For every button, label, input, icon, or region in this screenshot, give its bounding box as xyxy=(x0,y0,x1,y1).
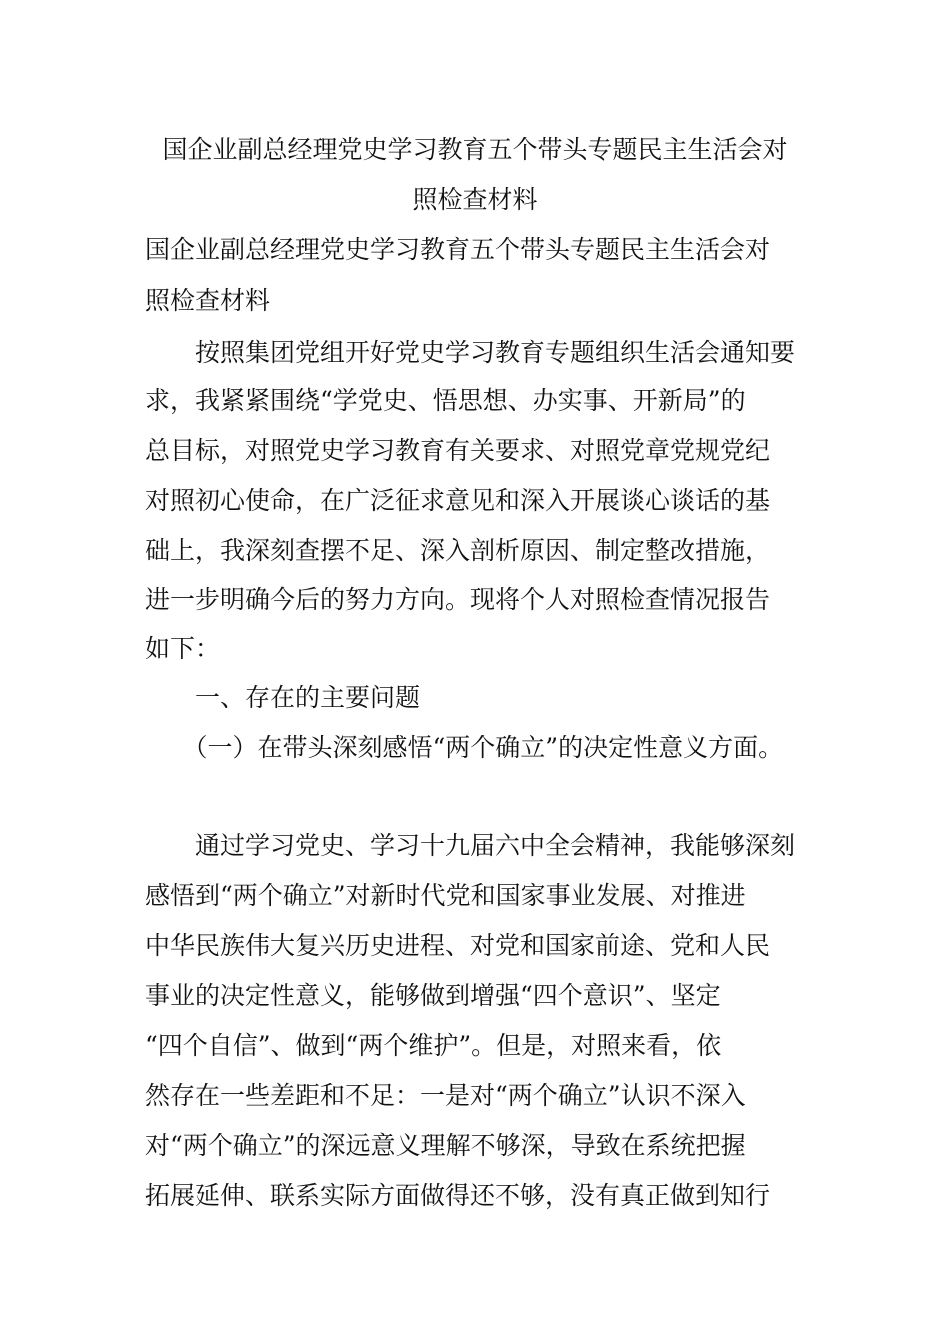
body-line: 中华民族伟大复兴历史进程、对党和国家前途、党和人民 xyxy=(145,931,771,960)
body-line: 对照初心使命，在广泛征求意见和深入开展谈心谈话的基 xyxy=(145,486,771,515)
body-line: 照检查材料 xyxy=(145,286,271,315)
body-line: “四个自信”、做到“两个维护”。但是，对照来看，依 xyxy=(145,1031,722,1060)
body-line: 感悟到“两个确立”对新时代党和国家事业发展、对推进 xyxy=(145,881,746,910)
body-line: 对“两个确立”的深远意义理解不够深，导致在系统把握 xyxy=(145,1131,746,1160)
body-line: 按照集团党组开好党史学习教育专题组织生活会通知要 xyxy=(145,338,796,367)
body-line: 总目标，对照党史学习教育有关要求、对照党章党规党纪 xyxy=(145,436,771,465)
subsection-heading: （一）在带头深刻感悟“两个确立”的决定性意义方面。 xyxy=(145,733,784,762)
body-line: 求，我紧紧围绕“学党史、悟思想、办实事、开新局”的 xyxy=(145,386,746,415)
body-line: 进一步明确今后的努力方向。现将个人对照检查情况报告 xyxy=(145,585,771,614)
body-line: 础上，我深刻查摆不足、深入剖析原因、制定整改措施， xyxy=(145,536,771,565)
body-line: 国企业副总经理党史学习教育五个带头专题民主生活会对 xyxy=(145,235,771,264)
section-heading: 一、存在的主要问题 xyxy=(145,683,421,712)
document-title-line-1: 国企业副总经理党史学习教育五个带头专题民主生活会对 xyxy=(162,135,788,164)
body-line: 然存在一些差距和不足：一是对“两个确立”认识不深入 xyxy=(145,1081,746,1110)
body-line: 事业的决定性意义，能够做到增强“四个意识”、坚定 xyxy=(145,981,721,1010)
body-line: 如下： xyxy=(145,634,221,663)
document-title-line-2: 照检查材料 xyxy=(412,185,538,214)
body-line: 通过学习党史、学习十九届六中全会精神，我能够深刻 xyxy=(145,831,796,860)
body-line: 拓展延伸、联系实际方面做得还不够，没有真正做到知行 xyxy=(145,1181,771,1210)
